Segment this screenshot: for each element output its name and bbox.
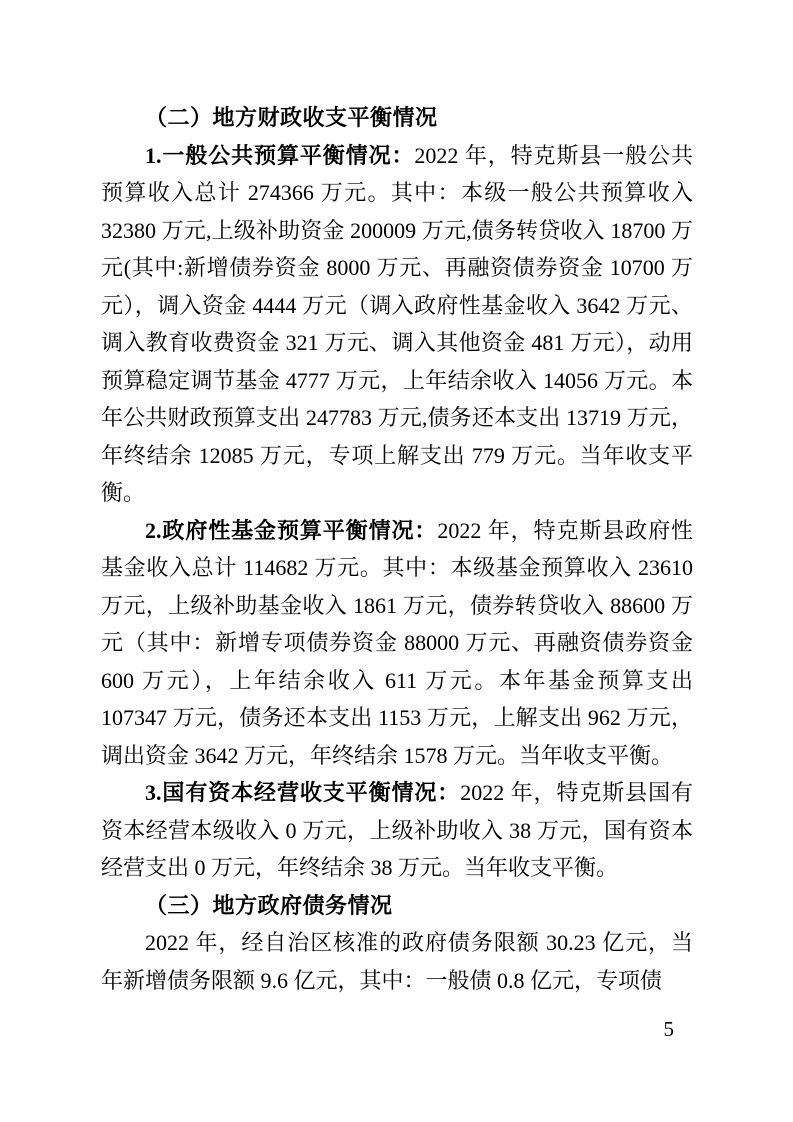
page-body	[101, 99, 693, 999]
paragraph-government-fund-budget	[101, 512, 693, 775]
paragraph-text-general-public-budget: 2022 年，特克斯县一般公共预算收入总计 274366 万元。其中：本级一般公共预算收入 32380 万元,上级补助资金 200009 万元,债务转贷收入 18700 万元(其中:新增债券资金 8000 万元、再融资债券资金 10700 万元），调入资金 4444 万元（调入政府性基金收入 3642 万元、调入教育收费资金 321 万元、调入其他资金 481 万元），动用预算稳定调节基金 4777 万元，上年结余收入 14056 万元。本年公共财政预算支出 247783 万元,债务还本支出 13719 万元，年终结余 12085 万元，专项上解支出 779 万元。当年收支平衡。	[101, 142, 693, 505]
section-heading-government-debt: （三）地方政府债务情况	[145, 892, 393, 918]
paragraph-text-government-fund-budget: 2022 年，特克斯县政府性基金收入总计 114682 万元。其中：本级基金预算收入 23610 万元，上级补助基金收入 1861 万元，债券转贷收入 88600 万元（其中：新增专项债券资金 88000 万元、再融资债券资金 600 万元），上年结余收入 611 万元。本年基金预算支出 107347 万元，债务还本支出 1153 万元，上解支出 962 万元，调出资金 3642 万元，年终结余 1578 万元。当年收支平衡。	[101, 517, 693, 768]
paragraph-government-debt	[101, 924, 693, 999]
paragraph-lead-general-public-budget: 1.一般公共预算平衡情况：	[145, 142, 415, 168]
paragraph-state-capital-operation	[101, 774, 693, 887]
paragraph-text-government-debt: 2022 年，经自治区核准的政府债务限额 30.23 亿元，当年新增债务限额 9.6 亿元，其中：一般债 0.8 亿元，专项债	[101, 930, 693, 993]
page-number: 5	[663, 1017, 674, 1041]
paragraph-text-state-capital-operation: 2022 年，特克斯县国有资本经营本级收入 0 万元，上级补助收入 38 万元，国有资本经营支出 0 万元，年终结余 38 万元。当年收支平衡。	[101, 780, 693, 880]
section-heading-fiscal-balance: （二）地方财政收支平衡情况	[145, 105, 438, 130]
paragraph-general-public-budget	[101, 137, 693, 512]
paragraph-lead-state-capital-operation: 3.国有资本经营收支平衡情况：	[145, 780, 461, 805]
paragraph-lead-government-fund-budget: 2.政府性基金预算平衡情况：	[145, 517, 438, 543]
